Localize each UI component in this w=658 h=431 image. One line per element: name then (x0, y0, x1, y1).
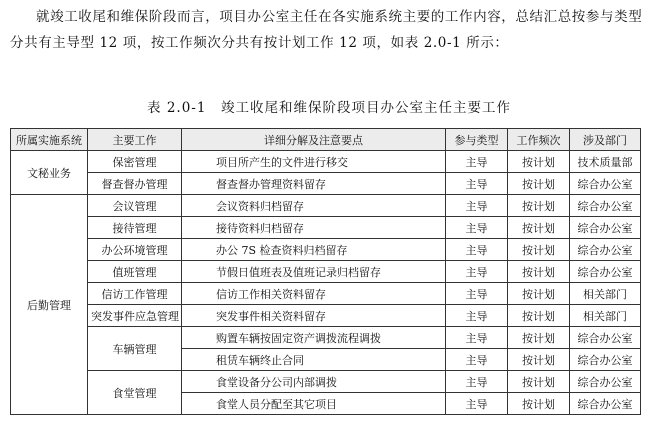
table-row (11, 173, 641, 195)
system-cell: 后勤管理 (11, 195, 88, 415)
detail-cell: 节假日值班表及值班记录归档留存 (182, 261, 446, 283)
type-cell: 主导 (446, 349, 508, 371)
dept-cell: 技术质量部 (570, 151, 641, 173)
work-cell: 保密管理 (88, 151, 182, 173)
dept-cell: 综合办公室 (570, 327, 641, 349)
detail-cell: 督查督办管理资料留存 (182, 173, 446, 195)
table-caption: 表 2.0-1 竣工收尾和维保阶段项目办公室主任主要工作 (147, 100, 511, 116)
detail-cell: 接待资料归档留存 (182, 217, 446, 239)
type-cell: 主导 (446, 261, 508, 283)
work-cell: 突发事件应急管理 (88, 305, 182, 327)
table-header-row (11, 129, 641, 151)
header-cell: 工作频次 (508, 129, 570, 151)
work-cell: 信访工作管理 (88, 283, 182, 305)
freq-cell: 按计划 (508, 283, 570, 305)
dept-cell: 综合办公室 (570, 261, 641, 283)
work-cell: 食堂管理 (88, 371, 182, 415)
header-cell: 涉及部门 (570, 129, 641, 151)
freq-cell: 按计划 (508, 217, 570, 239)
detail-cell: 食堂设备分公司内部调拨 (182, 371, 446, 393)
table-row (11, 371, 641, 393)
type-cell: 主导 (446, 283, 508, 305)
detail-cell: 会议资料归档留存 (182, 195, 446, 217)
type-cell: 主导 (446, 217, 508, 239)
work-cell: 办公环境管理 (88, 239, 182, 261)
work-cell: 会议管理 (88, 195, 182, 217)
intro-paragraph: 就竣工收尾和维保阶段而言，项目办公室主任在各实施系统主要的工作内容，总结汇总按参与类型分共有主导型 12 项，按工作频次分共有按计划工作 12 项，如表 2.0-1 所示： (10, 9, 643, 51)
freq-cell: 按计划 (508, 239, 570, 261)
freq-cell: 按计划 (508, 151, 570, 173)
detail-cell: 购置车辆按固定资产调拨流程调拨 (182, 327, 446, 349)
table-row (11, 151, 641, 173)
type-cell: 主导 (446, 239, 508, 261)
header-cell: 参与类型 (446, 129, 508, 151)
type-cell: 主导 (446, 327, 508, 349)
dept-cell: 相关部门 (570, 305, 641, 327)
type-cell: 主导 (446, 393, 508, 415)
work-cell: 接待管理 (88, 217, 182, 239)
freq-cell: 按计划 (508, 195, 570, 217)
work-table (10, 128, 641, 415)
detail-cell: 租赁车辆终止合同 (182, 349, 446, 371)
detail-cell: 办公 7S 检查资料归档留存 (182, 239, 446, 261)
work-cell: 车辆管理 (88, 327, 182, 371)
dept-cell: 综合办公室 (570, 349, 641, 371)
dept-cell: 综合办公室 (570, 195, 641, 217)
freq-cell: 按计划 (508, 305, 570, 327)
work-cell: 值班管理 (88, 261, 182, 283)
table-row (11, 261, 641, 283)
freq-cell: 按计划 (508, 261, 570, 283)
detail-cell: 食堂人员分配至其它项目 (182, 393, 446, 415)
table-row (11, 195, 641, 217)
table-row (11, 239, 641, 261)
detail-cell: 项目所产生的文件进行移交 (182, 151, 446, 173)
header-cell: 所属实施系统 (11, 129, 88, 151)
freq-cell: 按计划 (508, 393, 570, 415)
dept-cell: 相关部门 (570, 283, 641, 305)
freq-cell: 按计划 (508, 327, 570, 349)
detail-cell: 突发事件相关资料留存 (182, 305, 446, 327)
dept-cell: 综合办公室 (570, 371, 641, 393)
type-cell: 主导 (446, 195, 508, 217)
dept-cell: 综合办公室 (570, 217, 641, 239)
header-cell: 详细分解及注意要点 (182, 129, 446, 151)
type-cell: 主导 (446, 371, 508, 393)
table-row (11, 217, 641, 239)
type-cell: 主导 (446, 173, 508, 195)
freq-cell: 按计划 (508, 173, 570, 195)
header-cell: 主要工作 (88, 129, 182, 151)
type-cell: 主导 (446, 151, 508, 173)
dept-cell: 综合办公室 (570, 239, 641, 261)
table-row (11, 305, 641, 327)
freq-cell: 按计划 (508, 371, 570, 393)
system-cell: 文秘业务 (11, 151, 88, 195)
work-cell: 督查督办管理 (88, 173, 182, 195)
detail-cell: 信访工作相关资料留存 (182, 283, 446, 305)
dept-cell: 综合办公室 (570, 173, 641, 195)
type-cell: 主导 (446, 305, 508, 327)
dept-cell: 综合办公室 (570, 393, 641, 415)
table-row (11, 283, 641, 305)
freq-cell: 按计划 (508, 349, 570, 371)
table-row (11, 327, 641, 349)
